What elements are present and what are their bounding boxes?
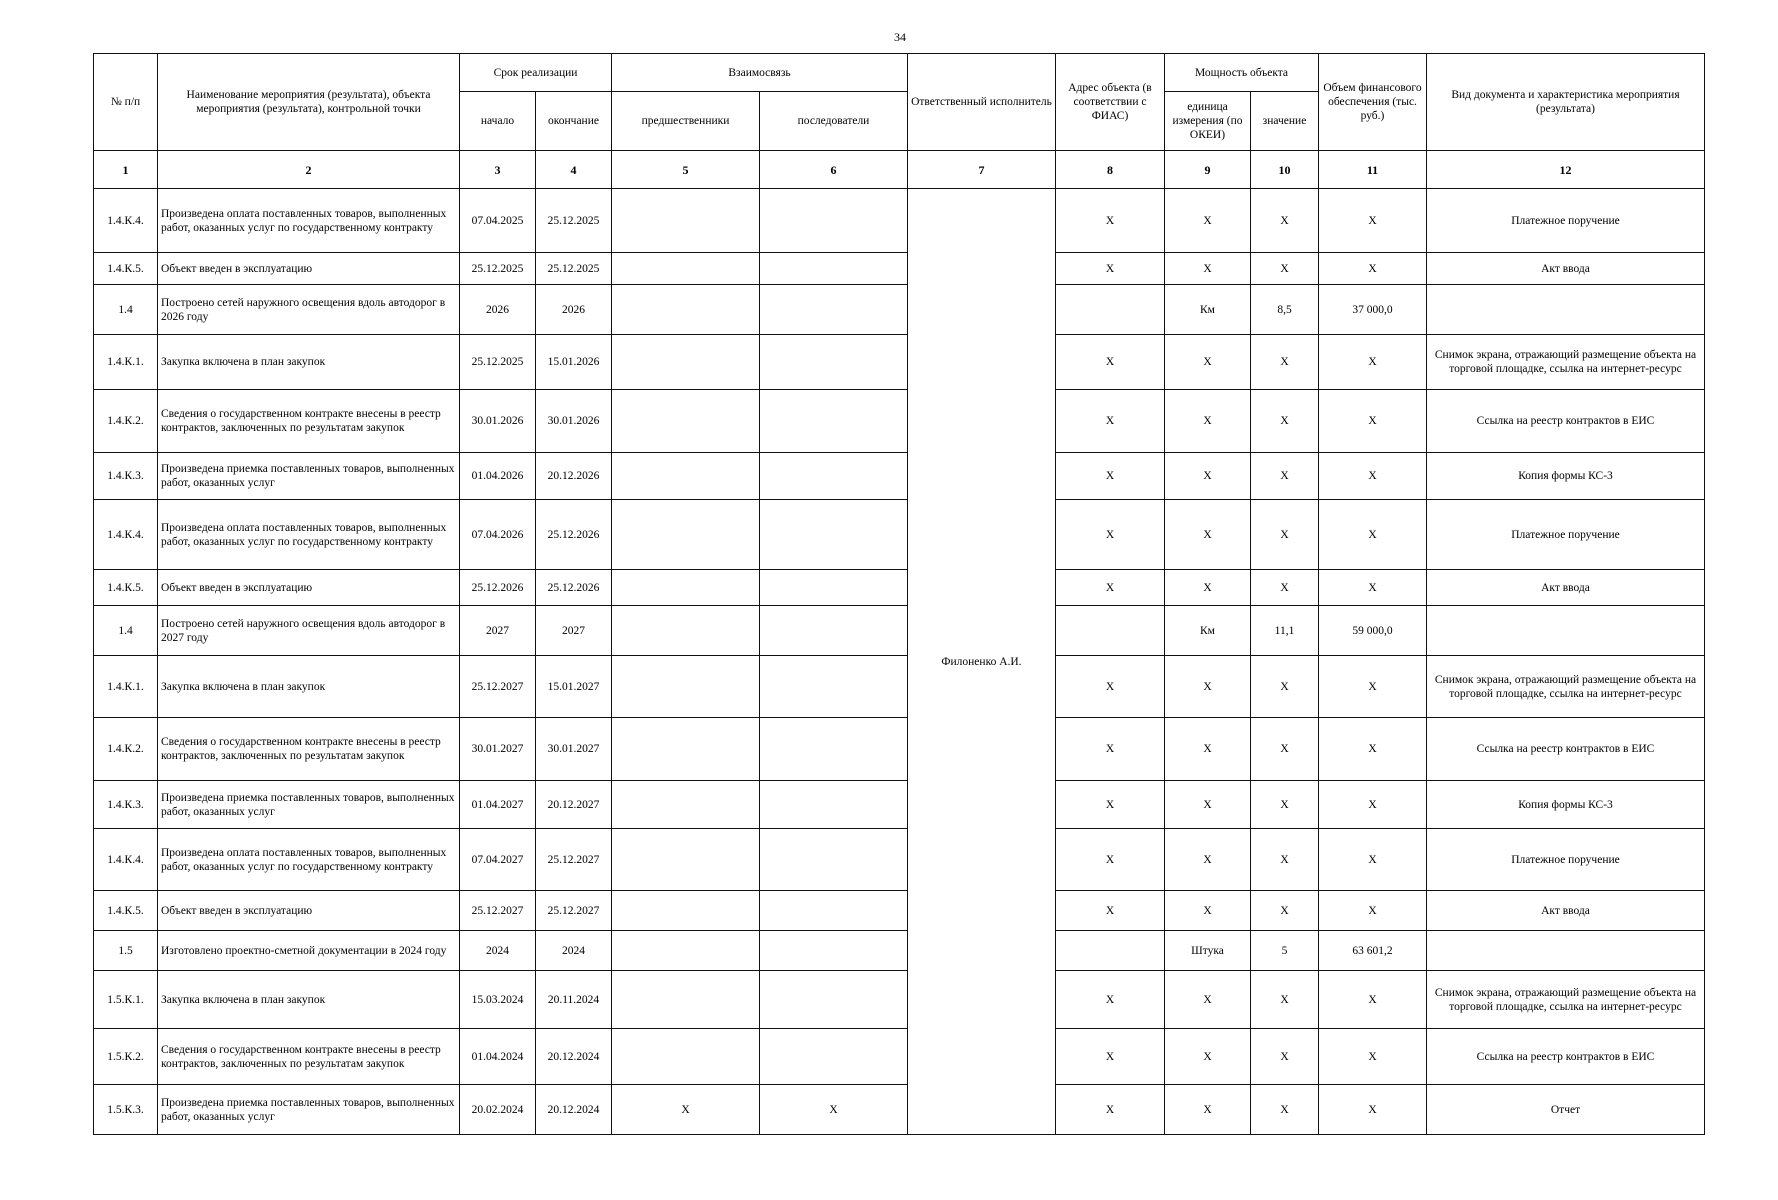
row-end-date: 2026 <box>536 285 612 335</box>
table-row <box>94 453 1705 500</box>
row-value: X <box>1251 570 1319 606</box>
row-unit: X <box>1165 335 1251 390</box>
row-end-date: 25.12.2026 <box>536 500 612 570</box>
row-address <box>1056 931 1165 971</box>
row-unit: X <box>1165 656 1251 718</box>
row-value: X <box>1251 971 1319 1029</box>
row-predecessors <box>612 781 760 829</box>
row-address: X <box>1056 253 1165 285</box>
row-document-type: Платежное поручение <box>1427 189 1705 253</box>
row-finance: X <box>1319 829 1427 891</box>
header-finance: Объем финансового обеспечения (тыс. руб.) <box>1319 54 1427 151</box>
row-start-date: 15.03.2024 <box>460 971 536 1029</box>
row-successors <box>760 335 908 390</box>
row-document-type: Копия формы КС-3 <box>1427 453 1705 500</box>
row-value: X <box>1251 189 1319 253</box>
row-value: X <box>1251 829 1319 891</box>
row-successors <box>760 390 908 453</box>
col-number: 5 <box>612 151 760 189</box>
row-name: Объект введен в эксплуатацию <box>158 891 460 931</box>
row-value: X <box>1251 390 1319 453</box>
row-end-date: 25.12.2027 <box>536 829 612 891</box>
row-name: Сведения о государственном контракте внесены в реестр контрактов, заключенных по результатам закупок <box>158 1029 460 1085</box>
row-value: 8,5 <box>1251 285 1319 335</box>
row-number: 1.4.К.3. <box>94 453 158 500</box>
row-value: X <box>1251 656 1319 718</box>
table-row <box>94 390 1705 453</box>
row-number: 1.4.К.5. <box>94 570 158 606</box>
col-number: 8 <box>1056 151 1165 189</box>
row-number: 1.4.К.5. <box>94 891 158 931</box>
row-predecessors <box>612 253 760 285</box>
row-address: X <box>1056 718 1165 781</box>
header-num: № п/п <box>94 54 158 151</box>
row-document-type: Акт ввода <box>1427 253 1705 285</box>
event-plan-table <box>93 53 1705 1135</box>
table-row <box>94 500 1705 570</box>
row-address: X <box>1056 656 1165 718</box>
header-end: окончание <box>536 92 612 151</box>
row-start-date: 2024 <box>460 931 536 971</box>
row-end-date: 15.01.2026 <box>536 335 612 390</box>
row-value: 5 <box>1251 931 1319 971</box>
row-address: X <box>1056 500 1165 570</box>
row-value: 11,1 <box>1251 606 1319 656</box>
row-end-date: 20.12.2027 <box>536 781 612 829</box>
row-unit: Штука <box>1165 931 1251 971</box>
row-address: X <box>1056 971 1165 1029</box>
row-document-type <box>1427 931 1705 971</box>
row-document-type: Снимок экрана, отражающий размещение объекта на торговой площадке, ссылка на интернет-ресурс <box>1427 335 1705 390</box>
row-finance: X <box>1319 781 1427 829</box>
row-finance: X <box>1319 891 1427 931</box>
header-unit: единица измерения (по ОКЕИ) <box>1165 92 1251 151</box>
row-value: X <box>1251 1085 1319 1135</box>
row-finance: X <box>1319 570 1427 606</box>
row-document-type: Акт ввода <box>1427 891 1705 931</box>
header-predecessors: предшественники <box>612 92 760 151</box>
row-unit: X <box>1165 781 1251 829</box>
row-start-date: 30.01.2027 <box>460 718 536 781</box>
row-predecessors: X <box>612 1085 760 1135</box>
row-number: 1.5.К.3. <box>94 1085 158 1135</box>
row-name: Произведена оплата поставленных товаров, выполненных работ, оказанных услуг по государственному контракту <box>158 189 460 253</box>
row-successors <box>760 285 908 335</box>
col-number: 6 <box>760 151 908 189</box>
col-number: 9 <box>1165 151 1251 189</box>
row-value: X <box>1251 781 1319 829</box>
row-unit: X <box>1165 500 1251 570</box>
col-number: 7 <box>908 151 1056 189</box>
row-unit: X <box>1165 453 1251 500</box>
row-start-date: 07.04.2027 <box>460 829 536 891</box>
table-row <box>94 718 1705 781</box>
table-row <box>94 1085 1705 1135</box>
row-name: Закупка включена в план закупок <box>158 656 460 718</box>
row-end-date: 25.12.2026 <box>536 570 612 606</box>
row-address: X <box>1056 570 1165 606</box>
header-relation: Взаимосвязь <box>612 54 908 92</box>
row-unit: X <box>1165 971 1251 1029</box>
row-predecessors <box>612 971 760 1029</box>
row-end-date: 20.12.2024 <box>536 1085 612 1135</box>
row-name: Произведена оплата поставленных товаров, выполненных работ, оказанных услуг по государственному контракту <box>158 829 460 891</box>
col-number: 2 <box>158 151 460 189</box>
row-unit: X <box>1165 253 1251 285</box>
table-row <box>94 335 1705 390</box>
row-number: 1.4.К.1. <box>94 335 158 390</box>
row-number: 1.5.К.2. <box>94 1029 158 1085</box>
row-finance: X <box>1319 718 1427 781</box>
row-end-date: 2024 <box>536 931 612 971</box>
row-finance: 59 000,0 <box>1319 606 1427 656</box>
row-document-type: Акт ввода <box>1427 570 1705 606</box>
row-name: Объект введен в эксплуатацию <box>158 253 460 285</box>
row-address: X <box>1056 1029 1165 1085</box>
header-name: Наименование мероприятия (результата), объекта мероприятия (результата), контрольной точки <box>158 54 460 151</box>
row-unit: Км <box>1165 285 1251 335</box>
table-row <box>94 1029 1705 1085</box>
row-name: Закупка включена в план закупок <box>158 971 460 1029</box>
col-number: 4 <box>536 151 612 189</box>
row-finance: X <box>1319 971 1427 1029</box>
result-row <box>94 606 1705 656</box>
table-row <box>94 253 1705 285</box>
row-finance: 63 601,2 <box>1319 931 1427 971</box>
row-unit: Км <box>1165 606 1251 656</box>
row-number: 1.4.К.3. <box>94 781 158 829</box>
row-end-date: 30.01.2026 <box>536 390 612 453</box>
row-end-date: 20.12.2024 <box>536 1029 612 1085</box>
row-number: 1.4.К.4. <box>94 500 158 570</box>
row-number: 1.4.К.1. <box>94 656 158 718</box>
result-row <box>94 285 1705 335</box>
table-row <box>94 781 1705 829</box>
row-start-date: 25.12.2025 <box>460 335 536 390</box>
row-successors <box>760 931 908 971</box>
row-address: X <box>1056 829 1165 891</box>
row-successors <box>760 1029 908 1085</box>
row-predecessors <box>612 931 760 971</box>
row-name: Закупка включена в план закупок <box>158 335 460 390</box>
row-name: Сведения о государственном контракте внесены в реестр контрактов, заключенных по результатам закупок <box>158 718 460 781</box>
row-value: X <box>1251 335 1319 390</box>
row-document-type: Ссылка на реестр контрактов в ЕИС <box>1427 718 1705 781</box>
col-number: 12 <box>1427 151 1705 189</box>
row-predecessors <box>612 829 760 891</box>
header-responsible: Ответственный исполнитель <box>908 54 1056 151</box>
header-value: значение <box>1251 92 1319 151</box>
row-start-date: 25.12.2026 <box>460 570 536 606</box>
row-finance: X <box>1319 500 1427 570</box>
row-end-date: 25.12.2025 <box>536 253 612 285</box>
row-unit: X <box>1165 891 1251 931</box>
row-name: Произведена приемка поставленных товаров, выполненных работ, оказанных услуг <box>158 781 460 829</box>
row-predecessors <box>612 500 760 570</box>
row-start-date: 2027 <box>460 606 536 656</box>
row-successors <box>760 500 908 570</box>
row-start-date: 30.01.2026 <box>460 390 536 453</box>
row-predecessors <box>612 891 760 931</box>
row-document-type: Ссылка на реестр контрактов в ЕИС <box>1427 390 1705 453</box>
row-successors <box>760 781 908 829</box>
row-name: Изготовлено проектно-сметной документации в 2024 году <box>158 931 460 971</box>
row-finance: 37 000,0 <box>1319 285 1427 335</box>
row-address: X <box>1056 891 1165 931</box>
row-document-type: Платежное поручение <box>1427 500 1705 570</box>
row-unit: X <box>1165 189 1251 253</box>
col-number: 3 <box>460 151 536 189</box>
row-address: X <box>1056 1085 1165 1135</box>
col-number: 10 <box>1251 151 1319 189</box>
table-row <box>94 891 1705 931</box>
row-number: 1.4.К.5. <box>94 253 158 285</box>
header-doc-type: Вид документа и характеристика мероприятия (результата) <box>1427 54 1705 151</box>
row-predecessors <box>612 718 760 781</box>
row-address <box>1056 606 1165 656</box>
row-value: X <box>1251 718 1319 781</box>
row-end-date: 30.01.2027 <box>536 718 612 781</box>
row-predecessors <box>612 606 760 656</box>
row-number: 1.4.К.2. <box>94 390 158 453</box>
row-predecessors <box>612 189 760 253</box>
row-end-date: 15.01.2027 <box>536 656 612 718</box>
row-number: 1.4 <box>94 606 158 656</box>
row-end-date: 25.12.2027 <box>536 891 612 931</box>
row-address: X <box>1056 189 1165 253</box>
row-predecessors <box>612 656 760 718</box>
col-number: 11 <box>1319 151 1427 189</box>
table-row <box>94 189 1705 253</box>
row-finance: X <box>1319 453 1427 500</box>
row-name: Объект введен в эксплуатацию <box>158 570 460 606</box>
row-start-date: 07.04.2026 <box>460 500 536 570</box>
row-name: Сведения о государственном контракте внесены в реестр контрактов, заключенных по результатам закупок <box>158 390 460 453</box>
row-start-date: 20.02.2024 <box>460 1085 536 1135</box>
row-successors <box>760 253 908 285</box>
row-predecessors <box>612 570 760 606</box>
row-finance: X <box>1319 656 1427 718</box>
row-start-date: 01.04.2026 <box>460 453 536 500</box>
row-finance: X <box>1319 1085 1427 1135</box>
table-body <box>94 189 1705 1135</box>
row-document-type: Ссылка на реестр контрактов в ЕИС <box>1427 1029 1705 1085</box>
row-start-date: 25.12.2025 <box>460 253 536 285</box>
row-name: Произведена оплата поставленных товаров, выполненных работ, оказанных услуг по государственному контракту <box>158 500 460 570</box>
row-successors <box>760 829 908 891</box>
row-successors <box>760 606 908 656</box>
col-number: 1 <box>94 151 158 189</box>
row-value: X <box>1251 453 1319 500</box>
row-number: 1.5.К.1. <box>94 971 158 1029</box>
row-successors <box>760 453 908 500</box>
row-unit: X <box>1165 1029 1251 1085</box>
row-document-type: Снимок экрана, отражающий размещение объекта на торговой площадке, ссылка на интернет-ресурс <box>1427 656 1705 718</box>
row-unit: X <box>1165 829 1251 891</box>
header-capacity: Мощность объекта <box>1165 54 1319 92</box>
row-successors <box>760 189 908 253</box>
row-value: X <box>1251 891 1319 931</box>
row-unit: X <box>1165 390 1251 453</box>
row-name: Построено сетей наружного освещения вдоль автодорог в 2027 году <box>158 606 460 656</box>
row-unit: X <box>1165 1085 1251 1135</box>
row-address: X <box>1056 781 1165 829</box>
row-successors <box>760 656 908 718</box>
result-row <box>94 931 1705 971</box>
row-start-date: 2026 <box>460 285 536 335</box>
row-name: Произведена приемка поставленных товаров, выполненных работ, оказанных услуг <box>158 453 460 500</box>
header-start: начало <box>460 92 536 151</box>
row-finance: X <box>1319 1029 1427 1085</box>
row-predecessors <box>612 390 760 453</box>
row-finance: X <box>1319 189 1427 253</box>
row-start-date: 25.12.2027 <box>460 891 536 931</box>
row-predecessors <box>612 453 760 500</box>
row-finance: X <box>1319 253 1427 285</box>
header-successors: последователи <box>760 92 908 151</box>
row-address: X <box>1056 335 1165 390</box>
row-document-type: Отчет <box>1427 1085 1705 1135</box>
header-address: Адрес объекта (в соответствии с ФИАС) <box>1056 54 1165 151</box>
row-successors <box>760 891 908 931</box>
row-value: X <box>1251 253 1319 285</box>
row-successors <box>760 570 908 606</box>
row-finance: X <box>1319 390 1427 453</box>
row-number: 1.4.К.4. <box>94 189 158 253</box>
responsible-person: Филоненко А.И. <box>908 189 1056 1135</box>
row-start-date: 25.12.2027 <box>460 656 536 718</box>
row-document-type: Копия формы КС-3 <box>1427 781 1705 829</box>
row-document-type: Снимок экрана, отражающий размещение объекта на торговой площадке, ссылка на интернет-ресурс <box>1427 971 1705 1029</box>
row-name: Построено сетей наружного освещения вдоль автодорог в 2026 году <box>158 285 460 335</box>
table-row <box>94 971 1705 1029</box>
row-predecessors <box>612 285 760 335</box>
row-document-type <box>1427 606 1705 656</box>
row-number: 1.4.К.4. <box>94 829 158 891</box>
row-number: 1.5 <box>94 931 158 971</box>
row-end-date: 20.12.2026 <box>536 453 612 500</box>
table-row <box>94 656 1705 718</box>
row-number: 1.4 <box>94 285 158 335</box>
row-document-type <box>1427 285 1705 335</box>
table-row <box>94 570 1705 606</box>
row-name: Произведена приемка поставленных товаров, выполненных работ, оказанных услуг <box>158 1085 460 1135</box>
row-address: X <box>1056 453 1165 500</box>
row-end-date: 25.12.2025 <box>536 189 612 253</box>
page-number: 34 <box>894 30 906 44</box>
row-successors <box>760 971 908 1029</box>
row-successors <box>760 718 908 781</box>
row-start-date: 01.04.2024 <box>460 1029 536 1085</box>
row-start-date: 07.04.2025 <box>460 189 536 253</box>
row-finance: X <box>1319 335 1427 390</box>
row-end-date: 2027 <box>536 606 612 656</box>
row-predecessors <box>612 1029 760 1085</box>
row-predecessors <box>612 335 760 390</box>
row-unit: X <box>1165 570 1251 606</box>
row-document-type: Платежное поручение <box>1427 829 1705 891</box>
row-start-date: 01.04.2027 <box>460 781 536 829</box>
table-row <box>94 829 1705 891</box>
row-end-date: 20.11.2024 <box>536 971 612 1029</box>
row-unit: X <box>1165 718 1251 781</box>
header-period: Срок реализации <box>460 54 612 92</box>
row-successors: X <box>760 1085 908 1135</box>
row-number: 1.4.К.2. <box>94 718 158 781</box>
row-address: X <box>1056 390 1165 453</box>
row-value: X <box>1251 1029 1319 1085</box>
row-address <box>1056 285 1165 335</box>
row-value: X <box>1251 500 1319 570</box>
